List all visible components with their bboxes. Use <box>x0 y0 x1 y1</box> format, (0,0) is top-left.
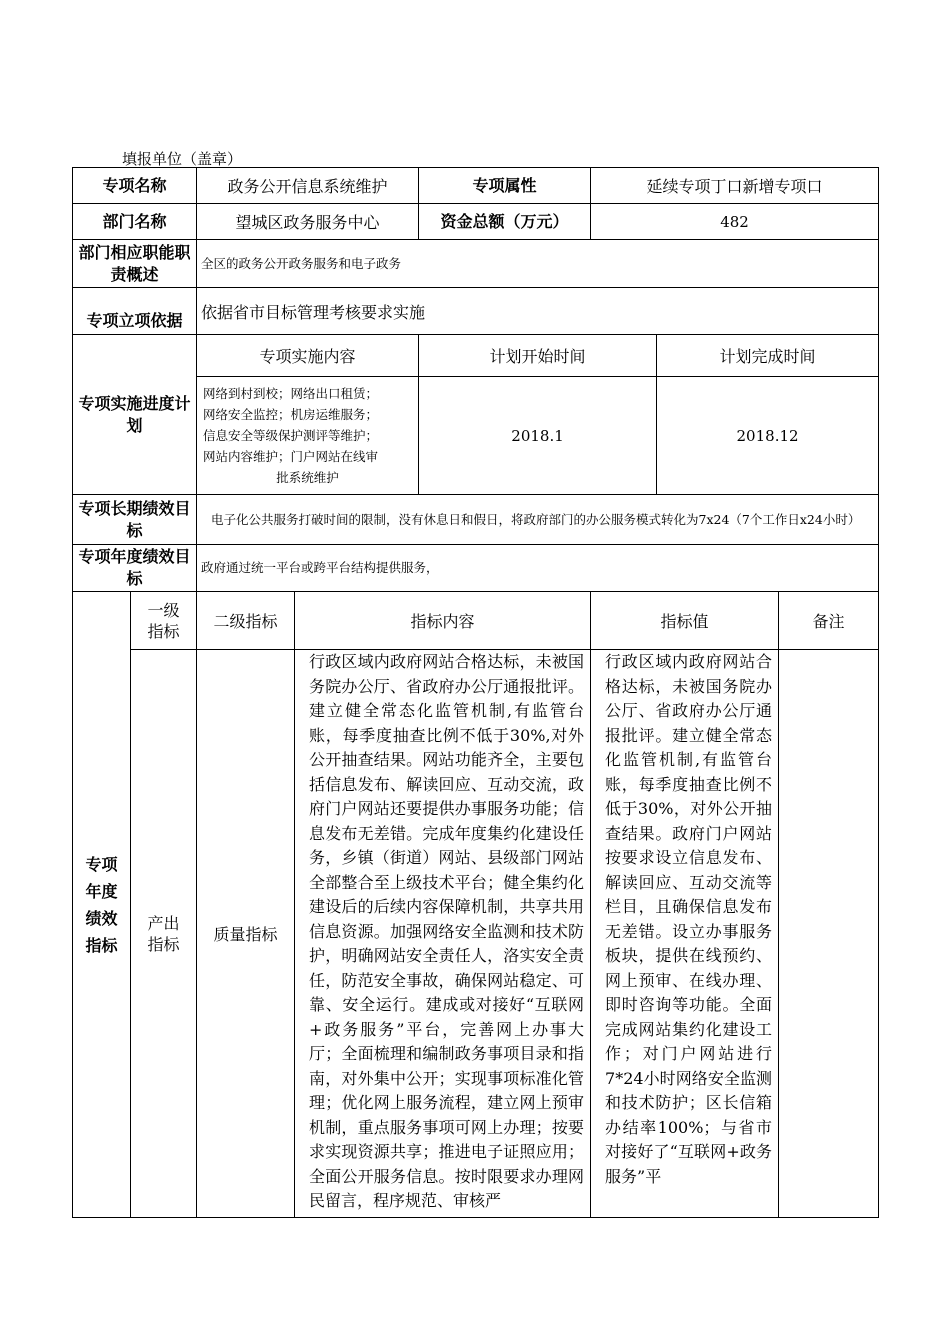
row-indicator-header <box>73 592 879 650</box>
row-duty <box>73 240 879 288</box>
col-level1: 一级指标 <box>131 592 197 650</box>
row-department <box>73 204 879 240</box>
plan-label: 专项实施进度计划 <box>73 335 197 495</box>
dept-name-value: 望城区政务服务中心 <box>197 204 419 240</box>
col-indicator-content: 指标内容 <box>295 592 591 650</box>
long-goal-value: 电子化公共服务打破时间的限制，没有休息日和假日，将政府部门的办公服务模式转化为7x24（7个工作日x24小时） <box>197 495 879 545</box>
filing-unit-label: 填报单位（盖章） <box>122 150 243 168</box>
col-note: 备注 <box>779 592 879 650</box>
plan-item: 网站内容维护；门户网站在线审 <box>203 449 379 464</box>
plan-col-start: 计划开始时间 <box>419 335 657 377</box>
indicator-row <box>73 650 879 1218</box>
fund-total-label: 资金总额（万元） <box>419 204 591 240</box>
row-long-goal <box>73 495 879 545</box>
row-year-goal <box>73 545 879 592</box>
basis-label: 专项立项依据 <box>73 288 197 335</box>
plan-item: 批系统维护 <box>276 470 339 485</box>
project-name-value: 政务公开信息系统维护 <box>197 168 419 204</box>
project-attr-label: 专项属性 <box>419 168 591 204</box>
project-form-table <box>72 167 879 1218</box>
row-project-name <box>73 168 879 204</box>
project-name-label: 专项名称 <box>73 168 197 204</box>
plan-items <box>197 377 419 495</box>
indicator-value: 行政区域内政府网站合格达标，未被国务院办公厅、省政府办公厅通报批评。建立健全常态化监管机制,有监管台账，每季度抽查比例不低于30%，对外公开抽查结果。政府门户网站按要求设立信息发布、解读回应、互动交流等栏目，且确保信息发布无差错。设立办事服务板块，提供在线预约、网上预审、在线办理、即时咨询等功能。全面完成网站集约化建设工作；对门户网站进行7*24小时网络安全监测和技术防护；区长信箱办结率100%；与省市对接好了“互联网+政务服务”平 <box>591 650 779 1218</box>
basis-value: 依据省市目标管理考核要求实施 <box>197 288 879 335</box>
plan-item: 网络安全监控；机房运维服务； <box>203 407 379 422</box>
duty-value: 全区的政务公开政务服务和电子政务 <box>197 240 879 288</box>
row-plan-header <box>73 335 879 377</box>
indicator-level1: 产出指标 <box>131 650 197 1218</box>
indicator-content: 行政区域内政府网站合格达标，未被国务院办公厅、省政府办公厅通报批评。建立健全常态化监管机制,有监管台账，每季度抽查比例不低于30%,对外公开抽查结果。网站功能齐全，主要包括信息发布、解读回应、互动交流，政府门户网站还要提供办事服务功能；信息发布无差错。完成年度集约化建设任务，乡镇（街道）网站、县级部门网站全部整合至上级技术平台；健全集约化建设后的后续内容保障机制，共享共用信息资源。加强网络安全监测和技术防护，明确网站安全责任人，洛实安全责任，防范安全事故，确保网站稳定、可靠、安全运行。建成或对接好“互联网+政务服务”平台，完善网上办事大厅；全面梳理和编制政务事项目录和指南，对外集中公开；实现事项标准化管理；优化网上服务流程，建立网上预审机制，重点服务事项可网上办理；按要求实现资源共享；推进电子证照应用；全面公开服务信息。按时限要求办理网民留言，程序规范、审核严 <box>295 650 591 1218</box>
year-goal-value: 政府通过统一平台或跨平台结构提供服务， <box>197 545 879 592</box>
col-level2: 二级指标 <box>197 592 295 650</box>
indicator-section-label: 专项年度绩效指标 <box>73 592 131 1218</box>
plan-end-value: 2018.12 <box>657 377 879 495</box>
duty-label: 部门相应职能职责概述 <box>73 240 197 288</box>
project-attr-value: 延续专项丁口新增专项口 <box>591 168 879 204</box>
plan-start-value: 2018.1 <box>419 377 657 495</box>
plan-col-content: 专项实施内容 <box>197 335 419 377</box>
plan-col-end: 计划完成时间 <box>657 335 879 377</box>
col-indicator-value: 指标值 <box>591 592 779 650</box>
indicator-level2: 质量指标 <box>197 650 295 1218</box>
year-goal-label: 专项年度绩效目标 <box>73 545 197 592</box>
dept-name-label: 部门名称 <box>73 204 197 240</box>
row-basis <box>73 288 879 335</box>
fund-total-value: 482 <box>591 204 879 240</box>
plan-item: 网络到村到校；网络出口租赁； <box>203 386 379 401</box>
indicator-note <box>779 650 879 1218</box>
long-goal-label: 专项长期绩效目标 <box>73 495 197 545</box>
plan-item: 信息安全等级保护测评等维护； <box>203 428 379 443</box>
